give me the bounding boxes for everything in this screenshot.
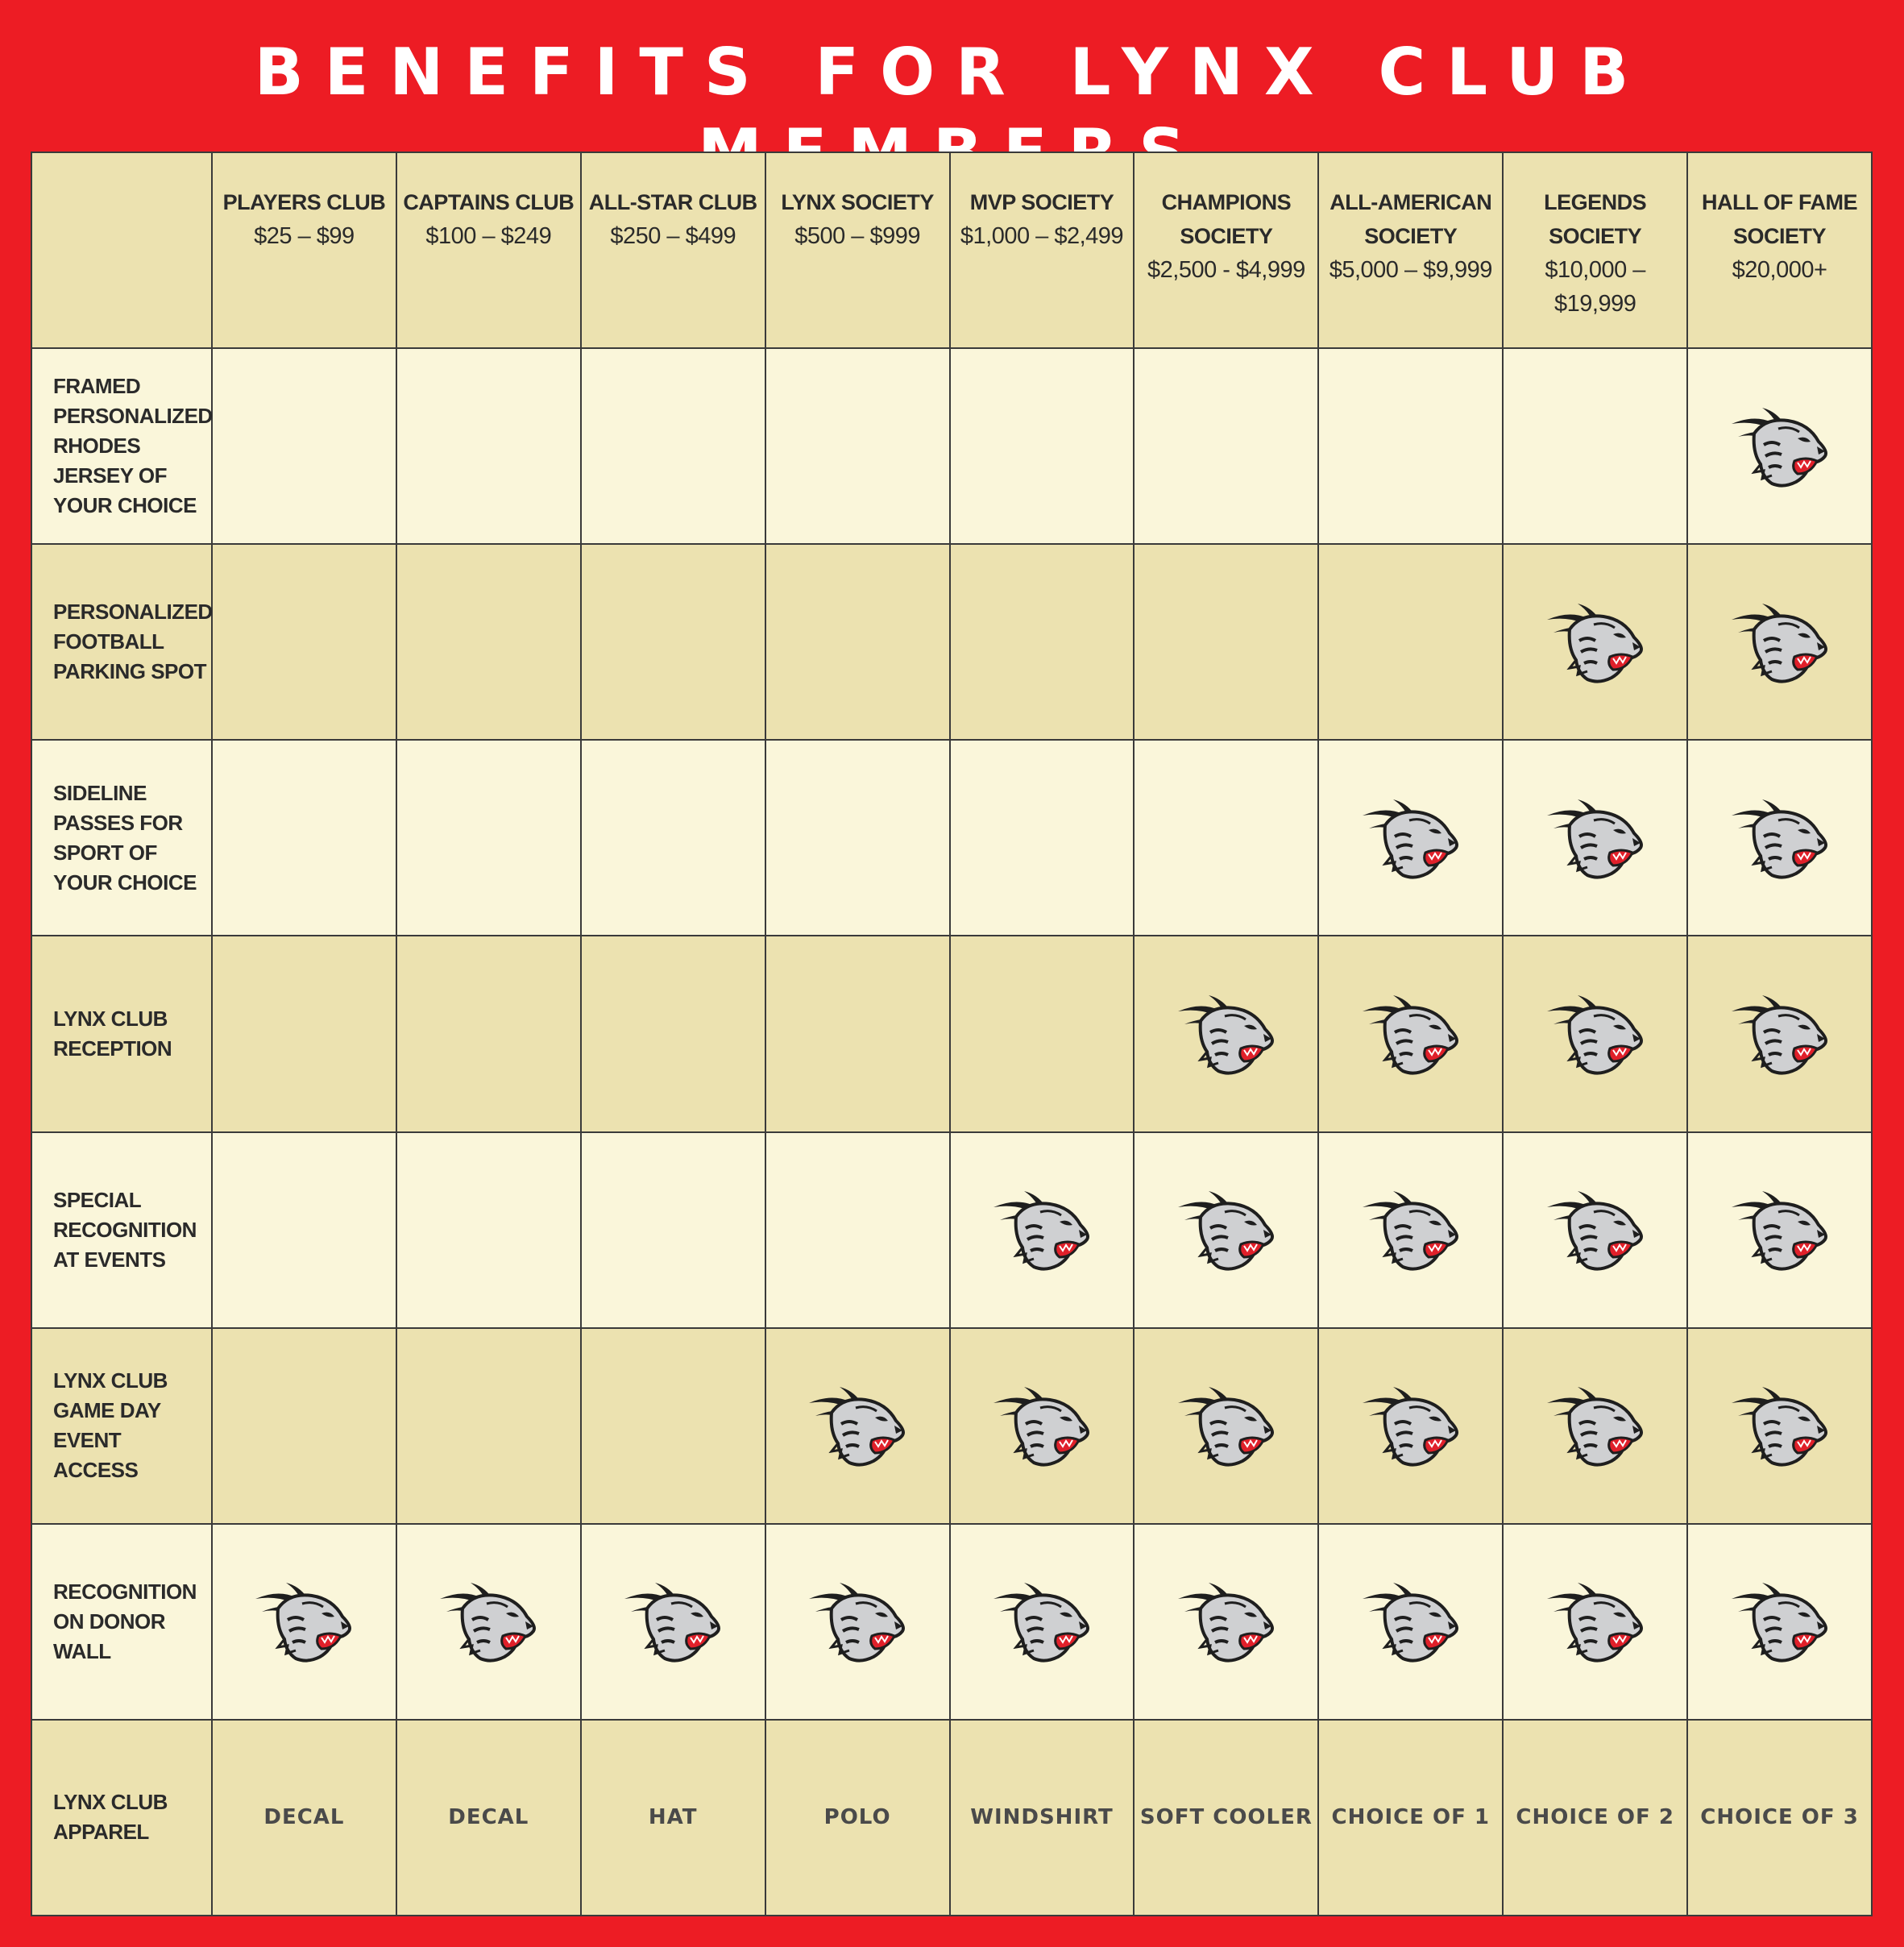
benefit-cell (1319, 936, 1504, 1132)
benefit-label: SPECIAL RECOGNITION AT EVENTS (32, 1133, 213, 1329)
apparel-value: DECAL (397, 1721, 582, 1916)
apparel-value: CHOICE OF 2 (1504, 1721, 1688, 1916)
tier-price: $20,000+ (1732, 257, 1827, 283)
lynx-head-icon (1730, 992, 1830, 1076)
lynx-head-icon (1730, 405, 1830, 488)
benefit-label: FRAMED PERSONALIZED RHODES JERSEY OF YOUR CHOICE (32, 349, 213, 545)
benefit-cell (1504, 936, 1688, 1132)
benefit-cell (766, 1329, 951, 1525)
benefit-cell (1319, 349, 1504, 545)
lynx-head-icon (1361, 1188, 1461, 1272)
benefit-label: RECOGNITION ON DONOR WALL (32, 1525, 213, 1721)
benefit-cell (1688, 1133, 1873, 1329)
lynx-head-icon (1361, 992, 1461, 1076)
apparel-value: CHOICE OF 1 (1319, 1721, 1504, 1916)
lynx-head-icon (1176, 1384, 1276, 1468)
benefit-cell (1135, 1329, 1319, 1525)
benefit-cell (1319, 741, 1504, 936)
benefit-cell (951, 741, 1135, 936)
tier-price: $25 – $99 (254, 223, 355, 249)
apparel-value: DECAL (213, 1721, 397, 1916)
lynx-head-icon (1730, 1580, 1830, 1663)
benefit-cell (766, 936, 951, 1132)
benefit-cell (582, 1329, 766, 1525)
benefit-cell (766, 1133, 951, 1329)
tier-header-champions-society (1135, 153, 1319, 349)
lynx-head-icon (254, 1580, 354, 1663)
tier-header-hall-of-fame-society (1688, 153, 1873, 349)
benefit-cell (397, 741, 582, 936)
benefit-cell (766, 349, 951, 545)
benefit-cell (1135, 349, 1319, 545)
lynx-head-icon (992, 1384, 1092, 1468)
benefit-cell (1319, 1329, 1504, 1525)
benefit-cell (582, 545, 766, 741)
benefit-cell (582, 349, 766, 545)
tier-header-all-american-society (1319, 153, 1504, 349)
apparel-label: LYNX CLUB APPAREL (32, 1721, 213, 1916)
tier-price: $500 – $999 (794, 223, 920, 249)
tier-name: CAPTAINS CLUB (403, 190, 575, 214)
benefit-cell (1319, 545, 1504, 741)
benefit-cell (1319, 1133, 1504, 1329)
benefit-cell (397, 1525, 582, 1721)
tier-header-all-star-club (582, 153, 766, 349)
page-title: BENEFITS FOR LYNX CLUB (254, 35, 1650, 110)
tier-name: MVP SOCIETY (969, 190, 1114, 214)
benefit-cell (951, 936, 1135, 1132)
apparel-value: HAT (582, 1721, 766, 1916)
benefit-label: LYNX CLUB GAME DAY EVENT ACCESS (32, 1329, 213, 1525)
tier-header-players-club (213, 153, 397, 349)
tier-header-legends-society (1504, 153, 1688, 349)
tier-price: $5,000 – $9,999 (1329, 257, 1492, 283)
benefit-label: SIDELINE PASSES FOR SPORT OF YOUR CHOICE (32, 741, 213, 936)
benefit-cell (397, 1329, 582, 1525)
benefit-cell (397, 1133, 582, 1329)
lynx-head-icon (1176, 1188, 1276, 1272)
lynx-head-icon (1361, 1580, 1461, 1663)
benefit-cell (1688, 545, 1873, 741)
lynx-head-icon (1545, 1188, 1645, 1272)
benefit-cell (766, 545, 951, 741)
lynx-head-icon (1545, 796, 1645, 880)
lynx-head-icon (438, 1580, 538, 1663)
apparel-value: WINDSHIRT (951, 1721, 1135, 1916)
benefit-cell (213, 1133, 397, 1329)
lynx-head-icon (1545, 1580, 1645, 1663)
benefit-label: LYNX CLUB RECEPTION (32, 936, 213, 1132)
lynx-head-icon (1545, 992, 1645, 1076)
benefits-table (31, 152, 1873, 1916)
benefit-cell (951, 1133, 1135, 1329)
benefit-label: PERSONALIZED FOOTBALL PARKING SPOT (32, 545, 213, 741)
tier-header-mvp-society (951, 153, 1135, 349)
benefit-cell (213, 936, 397, 1132)
lynx-head-icon (807, 1580, 907, 1663)
benefit-cell (1135, 1525, 1319, 1721)
lynx-head-icon (1730, 796, 1830, 880)
benefit-cell (1504, 1329, 1688, 1525)
benefit-cell (1135, 1133, 1319, 1329)
benefit-cell (951, 545, 1135, 741)
apparel-value: CHOICE OF 3 (1688, 1721, 1873, 1916)
benefit-cell (1319, 1525, 1504, 1721)
benefit-cell (1504, 349, 1688, 545)
benefit-cell (1688, 741, 1873, 936)
tier-price: $250 – $499 (610, 223, 736, 249)
lynx-head-icon (1730, 600, 1830, 684)
benefit-cell (582, 741, 766, 936)
lynx-head-icon (623, 1580, 723, 1663)
apparel-value: POLO (766, 1721, 951, 1916)
apparel-value: SOFT COOLER (1135, 1721, 1319, 1916)
benefit-cell (397, 545, 582, 741)
lynx-head-icon (1730, 1384, 1830, 1468)
benefit-cell (397, 349, 582, 545)
lynx-head-icon (807, 1384, 907, 1468)
lynx-head-icon (992, 1580, 1092, 1663)
benefit-cell (951, 1329, 1135, 1525)
tier-name: LYNX SOCIETY (781, 190, 934, 214)
tier-price: $2,500 - $4,999 (1147, 257, 1305, 283)
lynx-head-icon (1545, 600, 1645, 684)
benefit-cell (1135, 741, 1319, 936)
lynx-head-icon (1176, 992, 1276, 1076)
benefit-cell (1688, 1329, 1873, 1525)
corner-cell (32, 153, 213, 349)
lynx-head-icon (1176, 1580, 1276, 1663)
tier-name: ALL-STAR CLUB (588, 190, 757, 214)
benefit-cell (1504, 545, 1688, 741)
tier-price: $10,000 – $19,999 (1545, 257, 1645, 317)
lynx-head-icon (1361, 796, 1461, 880)
tier-name: PLAYERS CLUB (222, 190, 386, 214)
benefit-cell (582, 936, 766, 1132)
benefit-cell (213, 1329, 397, 1525)
tier-header-lynx-society (766, 153, 951, 349)
benefit-cell (582, 1133, 766, 1329)
benefit-cell (1688, 936, 1873, 1132)
benefit-cell (213, 1525, 397, 1721)
tier-name: LEGENDS SOCIETY (1544, 190, 1647, 248)
lynx-head-icon (1730, 1188, 1830, 1272)
benefit-cell (1504, 1133, 1688, 1329)
benefit-cell (213, 545, 397, 741)
tier-name: HALL OF FAME SOCIETY (1702, 190, 1858, 248)
tier-name: CHAMPIONS SOCIETY (1161, 190, 1292, 248)
benefit-cell (766, 741, 951, 936)
benefit-cell (397, 936, 582, 1132)
benefit-cell (951, 1525, 1135, 1721)
lynx-head-icon (992, 1188, 1092, 1272)
tier-name: ALL-AMERICAN SOCIETY (1329, 190, 1492, 248)
tier-price: $1,000 – $2,499 (960, 223, 1124, 249)
benefit-cell (1688, 1525, 1873, 1721)
lynx-head-icon (1361, 1384, 1461, 1468)
benefit-cell (213, 349, 397, 545)
benefit-cell (582, 1525, 766, 1721)
benefit-cell (766, 1525, 951, 1721)
benefit-cell (1504, 1525, 1688, 1721)
benefit-cell (1135, 545, 1319, 741)
tier-price: $100 – $249 (425, 223, 552, 249)
benefit-cell (1688, 349, 1873, 545)
lynx-head-icon (1545, 1384, 1645, 1468)
tier-header-captains-club (397, 153, 582, 349)
benefit-cell (213, 741, 397, 936)
benefit-cell (951, 349, 1135, 545)
benefit-cell (1135, 936, 1319, 1132)
benefit-cell (1504, 741, 1688, 936)
